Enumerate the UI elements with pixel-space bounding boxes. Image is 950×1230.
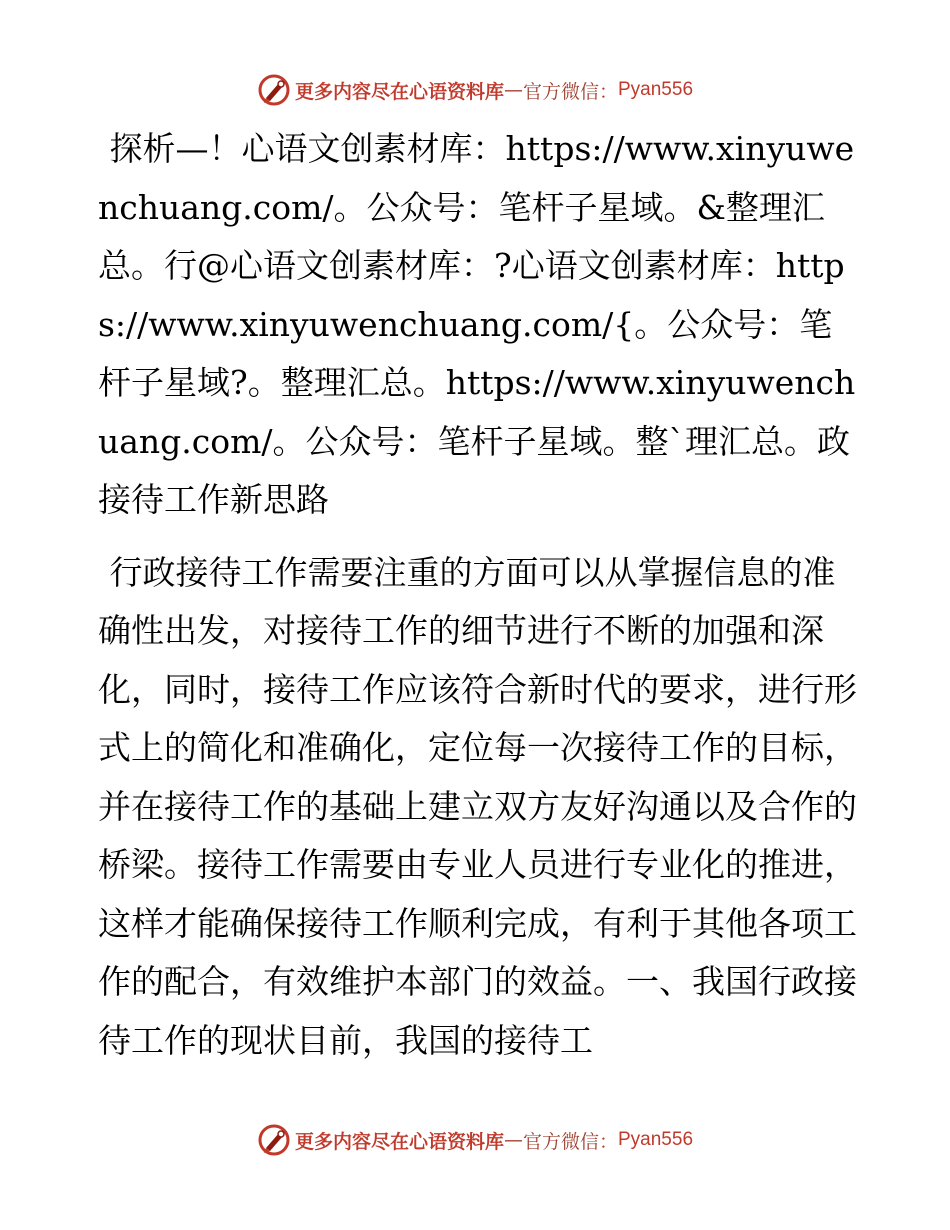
pen-logo-icon (257, 73, 291, 107)
paragraph-intro: 探析—！心语文创素材库：https://www.xinyuwenchuang.com/。公众号：笔杆子星域。&整理汇总。行@心语文创素材库：?心语文创素材库：https://www.xinyuwenchuang.com/{。公众号：笔杆子星域?。整理汇总。https://www.xinyuwenchuang.com/。公众号：笔杆子星域。整`理汇总。政接待工作新思路 (98, 129, 856, 519)
header-banner (0, 70, 950, 110)
banner-wechat-id: Pyan556 (618, 79, 694, 100)
banner-wechat-label: 官方微信： (522, 80, 618, 103)
document-body (98, 120, 858, 1090)
banner-dash: — (503, 79, 523, 101)
banner-main-text: 更多内容尽在心语资料库 (294, 1130, 504, 1153)
banner-wechat-id: Pyan556 (618, 1129, 694, 1150)
footer-banner (0, 1120, 950, 1160)
pen-logo-icon (257, 1123, 291, 1157)
banner-dash: — (503, 1129, 523, 1151)
banner-main-text: 更多内容尽在心语资料库 (294, 80, 504, 103)
banner-wechat-label: 官方微信： (522, 1130, 618, 1153)
paragraph-main: 行政接待工作需要注重的方面可以从掌握信息的准确性出发，对接待工作的细节进行不断的加强和深化，同时，接待工作应该符合新时代的要求，进行形式上的简化和准确化，定位每一次接待工作的目标，并在接待工作的基础上建立双方友好沟通以及合作的桥梁。接待工作需要由专业人员进行专业化的推进，这样才能确保接待工作顺利完成，有利于其他各项工作的配合，有效维护本部门的效益。一、我国行政接待工作的现状目前，我国的接待工 (98, 552, 857, 1060)
